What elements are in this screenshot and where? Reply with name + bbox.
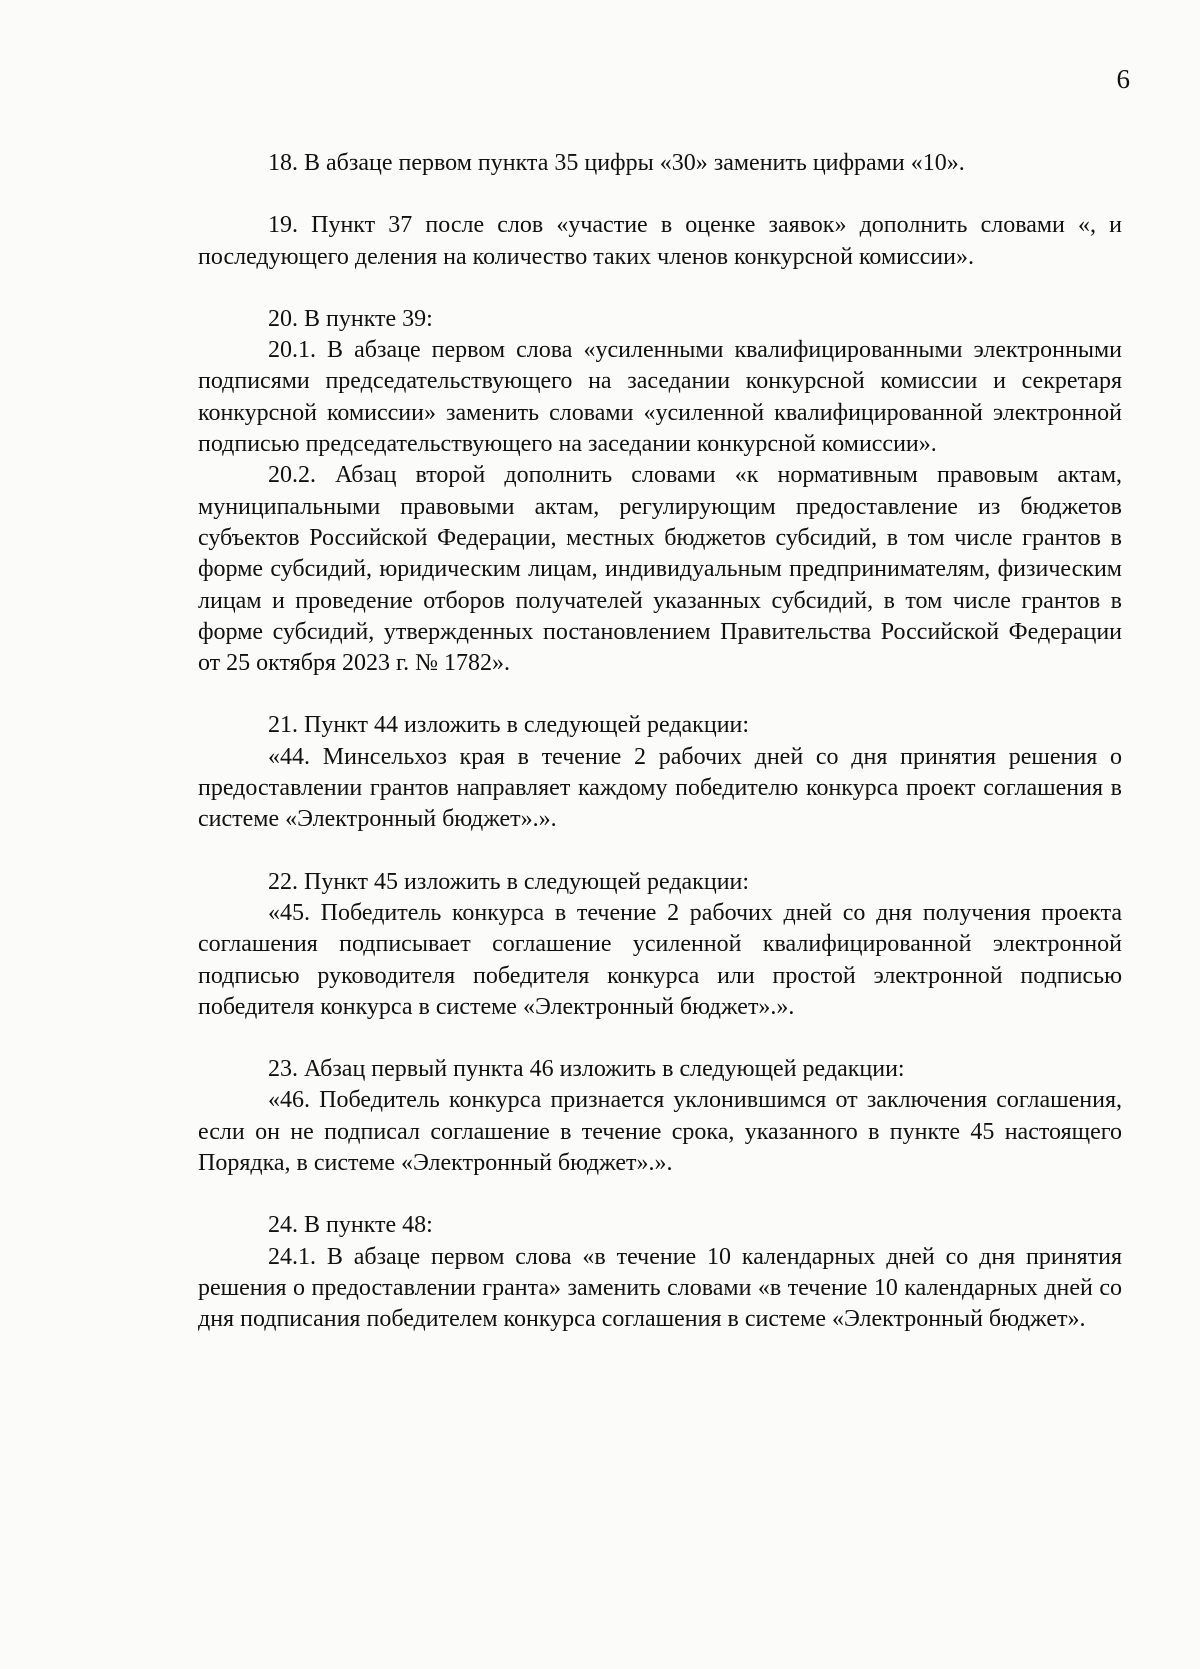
paragraph-22-text: «45. Победитель конкурса в течение 2 рабочих дней со дня получения проекта соглашения подписывает соглашение усиленной квалифицированной электронной подписью руководителя победителя конкурса или простой электронной подписью победителя конкурса в системе «Электронный бюджет».». [198, 899, 1122, 1020]
paragraph-20-heading: 20. В пункте 39: [268, 305, 433, 332]
paragraph-24-1: 24.1. В абзаце первом слова «в течение 10 календарных дней со дня принятия решения о предоставлении гранта» заменить словами «в течение 10 календарных дней со дня подписания победителем конкурса соглашения в системе «Электронный бюджет». [198, 1243, 1122, 1333]
document-body [198, 148, 1122, 1336]
paragraph-22-heading: 22. Пункт 45 изложить в следующей редакции: [268, 868, 750, 895]
paragraph-23-heading: 23. Абзац первый пункта 46 изложить в следующей редакции: [268, 1056, 905, 1083]
paragraph-21-heading: 21. Пункт 44 изложить в следующей редакции: [268, 712, 750, 739]
paragraph-20-2: 20.2. Абзац второй дополнить словами «к нормативным правовым актам, муниципальными правовыми актам, регулирующим предоставление из бюджетов субъектов Российской Федерации, местных бюджетов субсидий, в том числе грантов в форме субсидий, юридическим лицам, индивидуальным предпринимателям, физическим лицам и проведение отборов получателей указанных субсидий, в том числе грантов в форме субсидий, утвержденных постановлением Правительства Российской Федерации от 25 октября 2023 г. № 1782». [198, 462, 1122, 677]
paragraph-21-text: «44. Минсельхоз края в течение 2 рабочих дней со дня принятия решения о предоставлении грантов направляет каждому победителю конкурса проект соглашения в системе «Электронный бюджет».». [198, 743, 1122, 833]
paragraph-19: 19. Пункт 37 после слов «участие в оценке заявок» дополнить словами «, и последующего деления на количество таких членов конкурсной комиссии». [198, 212, 1122, 270]
paragraph-24-heading: 24. В пункте 48: [268, 1212, 433, 1239]
paragraph-18: 18. В абзаце первом пункта 35 цифры «30» заменить цифрами «10». [268, 150, 965, 176]
paragraph-23-text: «46. Победитель конкурса признается уклонившимся от заключения соглашения, если он не подписал соглашение в течение срока, указанного в пункте 45 настоящего Порядка, в системе «Электронный бюджет».». [198, 1087, 1122, 1177]
page-number: 6 [1116, 64, 1130, 94]
paragraph-20-1: 20.1. В абзаце первом слова «усиленными квалифицированными электронными подписями председательствующего на заседании конкурсной комиссии и секретаря конкурсной комиссии» заменить словами «усиленной квалифицированной электронной подписью председательствующего на заседании конкурсной комиссии». [198, 337, 1122, 458]
